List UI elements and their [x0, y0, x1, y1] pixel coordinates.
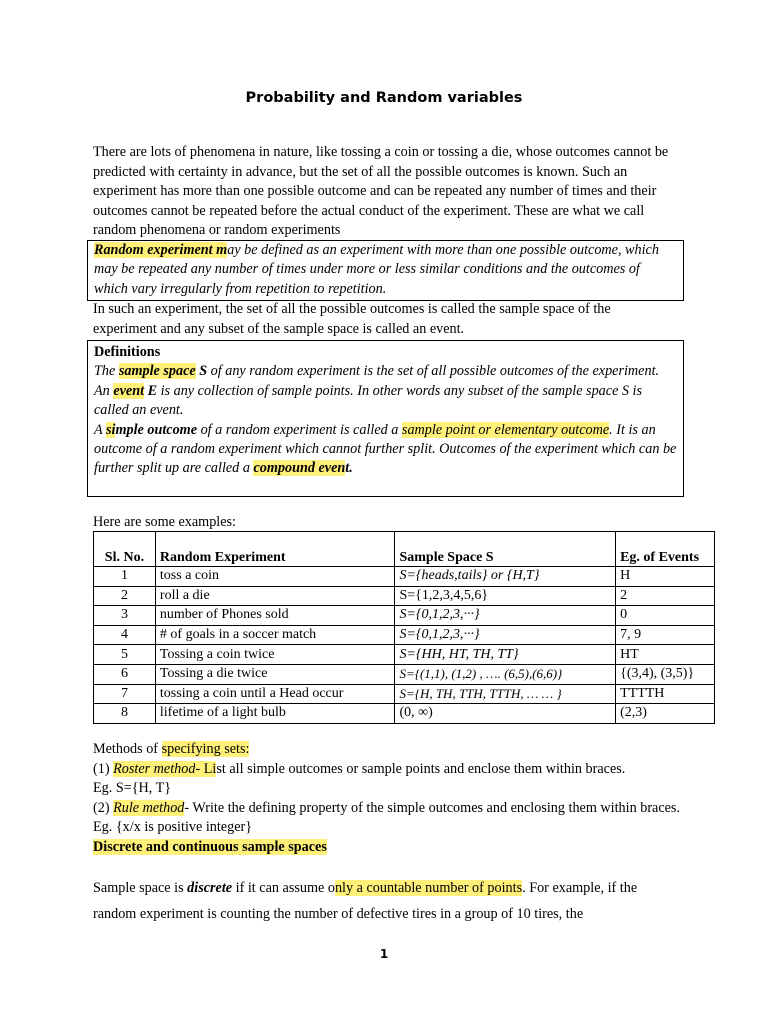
table-header-row [94, 532, 715, 567]
definitions-heading: Definitions [94, 344, 161, 360]
examples-table [93, 531, 715, 724]
intro-paragraph: There are lots of phenomena in nature, like tossing a coin or tossing a die, whose outcomes cannot be predicted with certainty in advance, but the set of all the possible outcomes is known. Such an experiment has more than one possible outcome and can be repeated any number of times and their outcomes cannot be repeated before the actual conduct of the experiment. These are what we call random phenomena or random experiments [93, 144, 669, 239]
rule-example: Eg. {x/x is positive integer} [93, 819, 253, 836]
table-row: 7 tossing a coin until a Head occur S={H, TH, TTH, TTTH, … … } TTTTH [94, 684, 715, 704]
sample-point-highlight: sample point or elementary outcome [401, 421, 610, 438]
methods-section [93, 740, 693, 858]
header-sample-space: Sample Space S [395, 532, 616, 567]
page-number: 1 [379, 947, 389, 961]
rule-method: (2) Rule method- Write the defining property of the simple outcomes and enclosing them within braces. [93, 799, 681, 816]
sample-space-term: sample space [118, 363, 196, 380]
table-row: 5 Tossing a coin twice S={HH, HT, TH, TT} HT [94, 645, 715, 665]
header-sl-no: Sl. No. [94, 532, 156, 567]
specifying-sets-highlight: specifying sets: [161, 741, 250, 757]
definitions-box [87, 340, 684, 497]
table-row: 2 roll a die S={1,2,3,4,5,6} 2 [94, 586, 715, 606]
roster-example: Eg. S={H, T} [93, 780, 172, 797]
definition-sample-space: The sample space S of any random experiment is the set of all possible outcomes of the experiment. [94, 363, 660, 380]
event-term: event [113, 382, 145, 399]
random-experiment-box [87, 240, 684, 301]
countable-highlight: nly a countable number of points [334, 880, 523, 896]
page-title: Probability and Random variables [245, 90, 523, 106]
random-experiment-term: Random experiment m [94, 242, 228, 258]
discrete-continuous-heading: Discrete and continuous sample spaces [93, 838, 327, 855]
discrete-paragraph: Sample space is discrete if it can assume only a countable number of points. For example, if the random experiment is counting the number of defective tires in a group of 10 tires, the [93, 880, 638, 922]
roster-method-term: Roster method [113, 760, 196, 777]
table-row: 6 Tossing a die twice S={(1,1), (1,2) , …. (6,5),(6,6)} {(3,4), (3,5)} [94, 664, 715, 684]
random-experiment-definition: ay be defined as an experiment with more than one possible outcome, which may be repeated any number of times under more or less similar conditions and the outcomes of which vary irregularly from repetition to repetition. [94, 242, 659, 297]
header-events: Eg. of Events [616, 532, 715, 567]
compound-event-term: compound even [253, 460, 346, 477]
roster-method: (1) Roster method- List all simple outcomes or sample points and enclose them within braces. [93, 760, 626, 777]
definition-simple-outcome: A simple outcome of a random experiment is called a sample point or elementary outcome. It is an outcome of a random experiment which cannot further split. Outcomes of the experiment which can be further split up are called a compound event. [94, 421, 677, 477]
rule-method-term: Rule method [113, 799, 185, 816]
header-random-experiment: Random Experiment [155, 532, 395, 567]
table-row: 8 lifetime of a light bulb (0, ∞) (2,3) [94, 704, 715, 724]
definition-event: An event E is any collection of sample points. In other words any subset of the sample space S is called an event. [94, 382, 643, 419]
table-row: 3 number of Phones sold S={0,1,2,3,···} 0 [94, 606, 715, 626]
simple-outcome-term: mple outcome [115, 421, 198, 438]
table-row: 4 # of goals in a soccer match S={0,1,2,3,···} 7, 9 [94, 625, 715, 645]
examples-intro: Here are some examples: [93, 514, 236, 530]
sample-space-paragraph: In such an experiment, the set of all the possible outcomes is called the sample space of the experiment and any subset of the sample space is called an event. [93, 301, 611, 337]
table-row: 1 toss a coin S={heads,tails} or {H,T} H [94, 567, 715, 587]
methods-heading: Methods of specifying sets: [93, 741, 250, 757]
discrete-term: discrete [187, 880, 233, 896]
